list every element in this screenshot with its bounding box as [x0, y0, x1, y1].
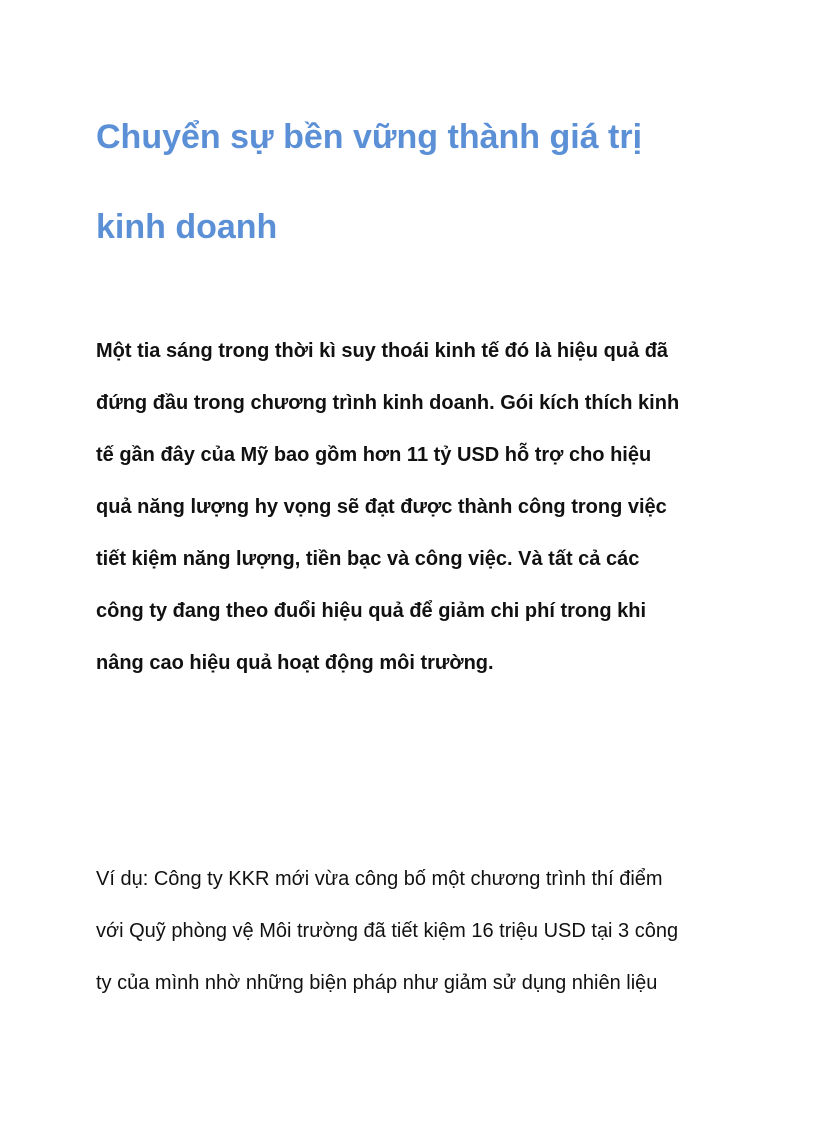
lead-line: công ty đang theo đuổi hiệu quả để giảm chi phí trong khi [96, 600, 646, 622]
lead-line: quả năng lượng hy vọng sẽ đạt được thành công trong việc [96, 496, 667, 518]
lead-line: tế gần đây của Mỹ bao gồm hơn 11 tỷ USD hỗ trợ cho hiệu [96, 444, 652, 466]
lead-line: nâng cao hiệu quả hoạt động môi trường. [96, 652, 494, 674]
document-title [96, 92, 736, 272]
title-line-1: Chuyển sự bền vững thành giá trị [96, 118, 643, 156]
lead-paragraph [96, 325, 736, 689]
body-line: Ví dụ: Công ty KKR mới vừa công bố một chương trình thí điểm [96, 868, 663, 890]
lead-line: đứng đầu trong chương trình kinh doanh. Gói kích thích kinh [96, 392, 680, 414]
body-line: ty của mình nhờ những biện pháp như giảm sử dụng nhiên liệu [96, 972, 658, 994]
lead-line: tiết kiệm năng lượng, tiền bạc và công việc. Và tất cả các [96, 548, 640, 570]
title-line-2: kinh doanh [96, 208, 278, 246]
body-line: với Quỹ phòng vệ Môi trường đã tiết kiệm 16 triệu USD tại 3 công [96, 920, 679, 942]
lead-line: Một tia sáng trong thời kì suy thoái kinh tế đó là hiệu quả đã [96, 340, 669, 362]
body-paragraph [96, 853, 736, 1009]
